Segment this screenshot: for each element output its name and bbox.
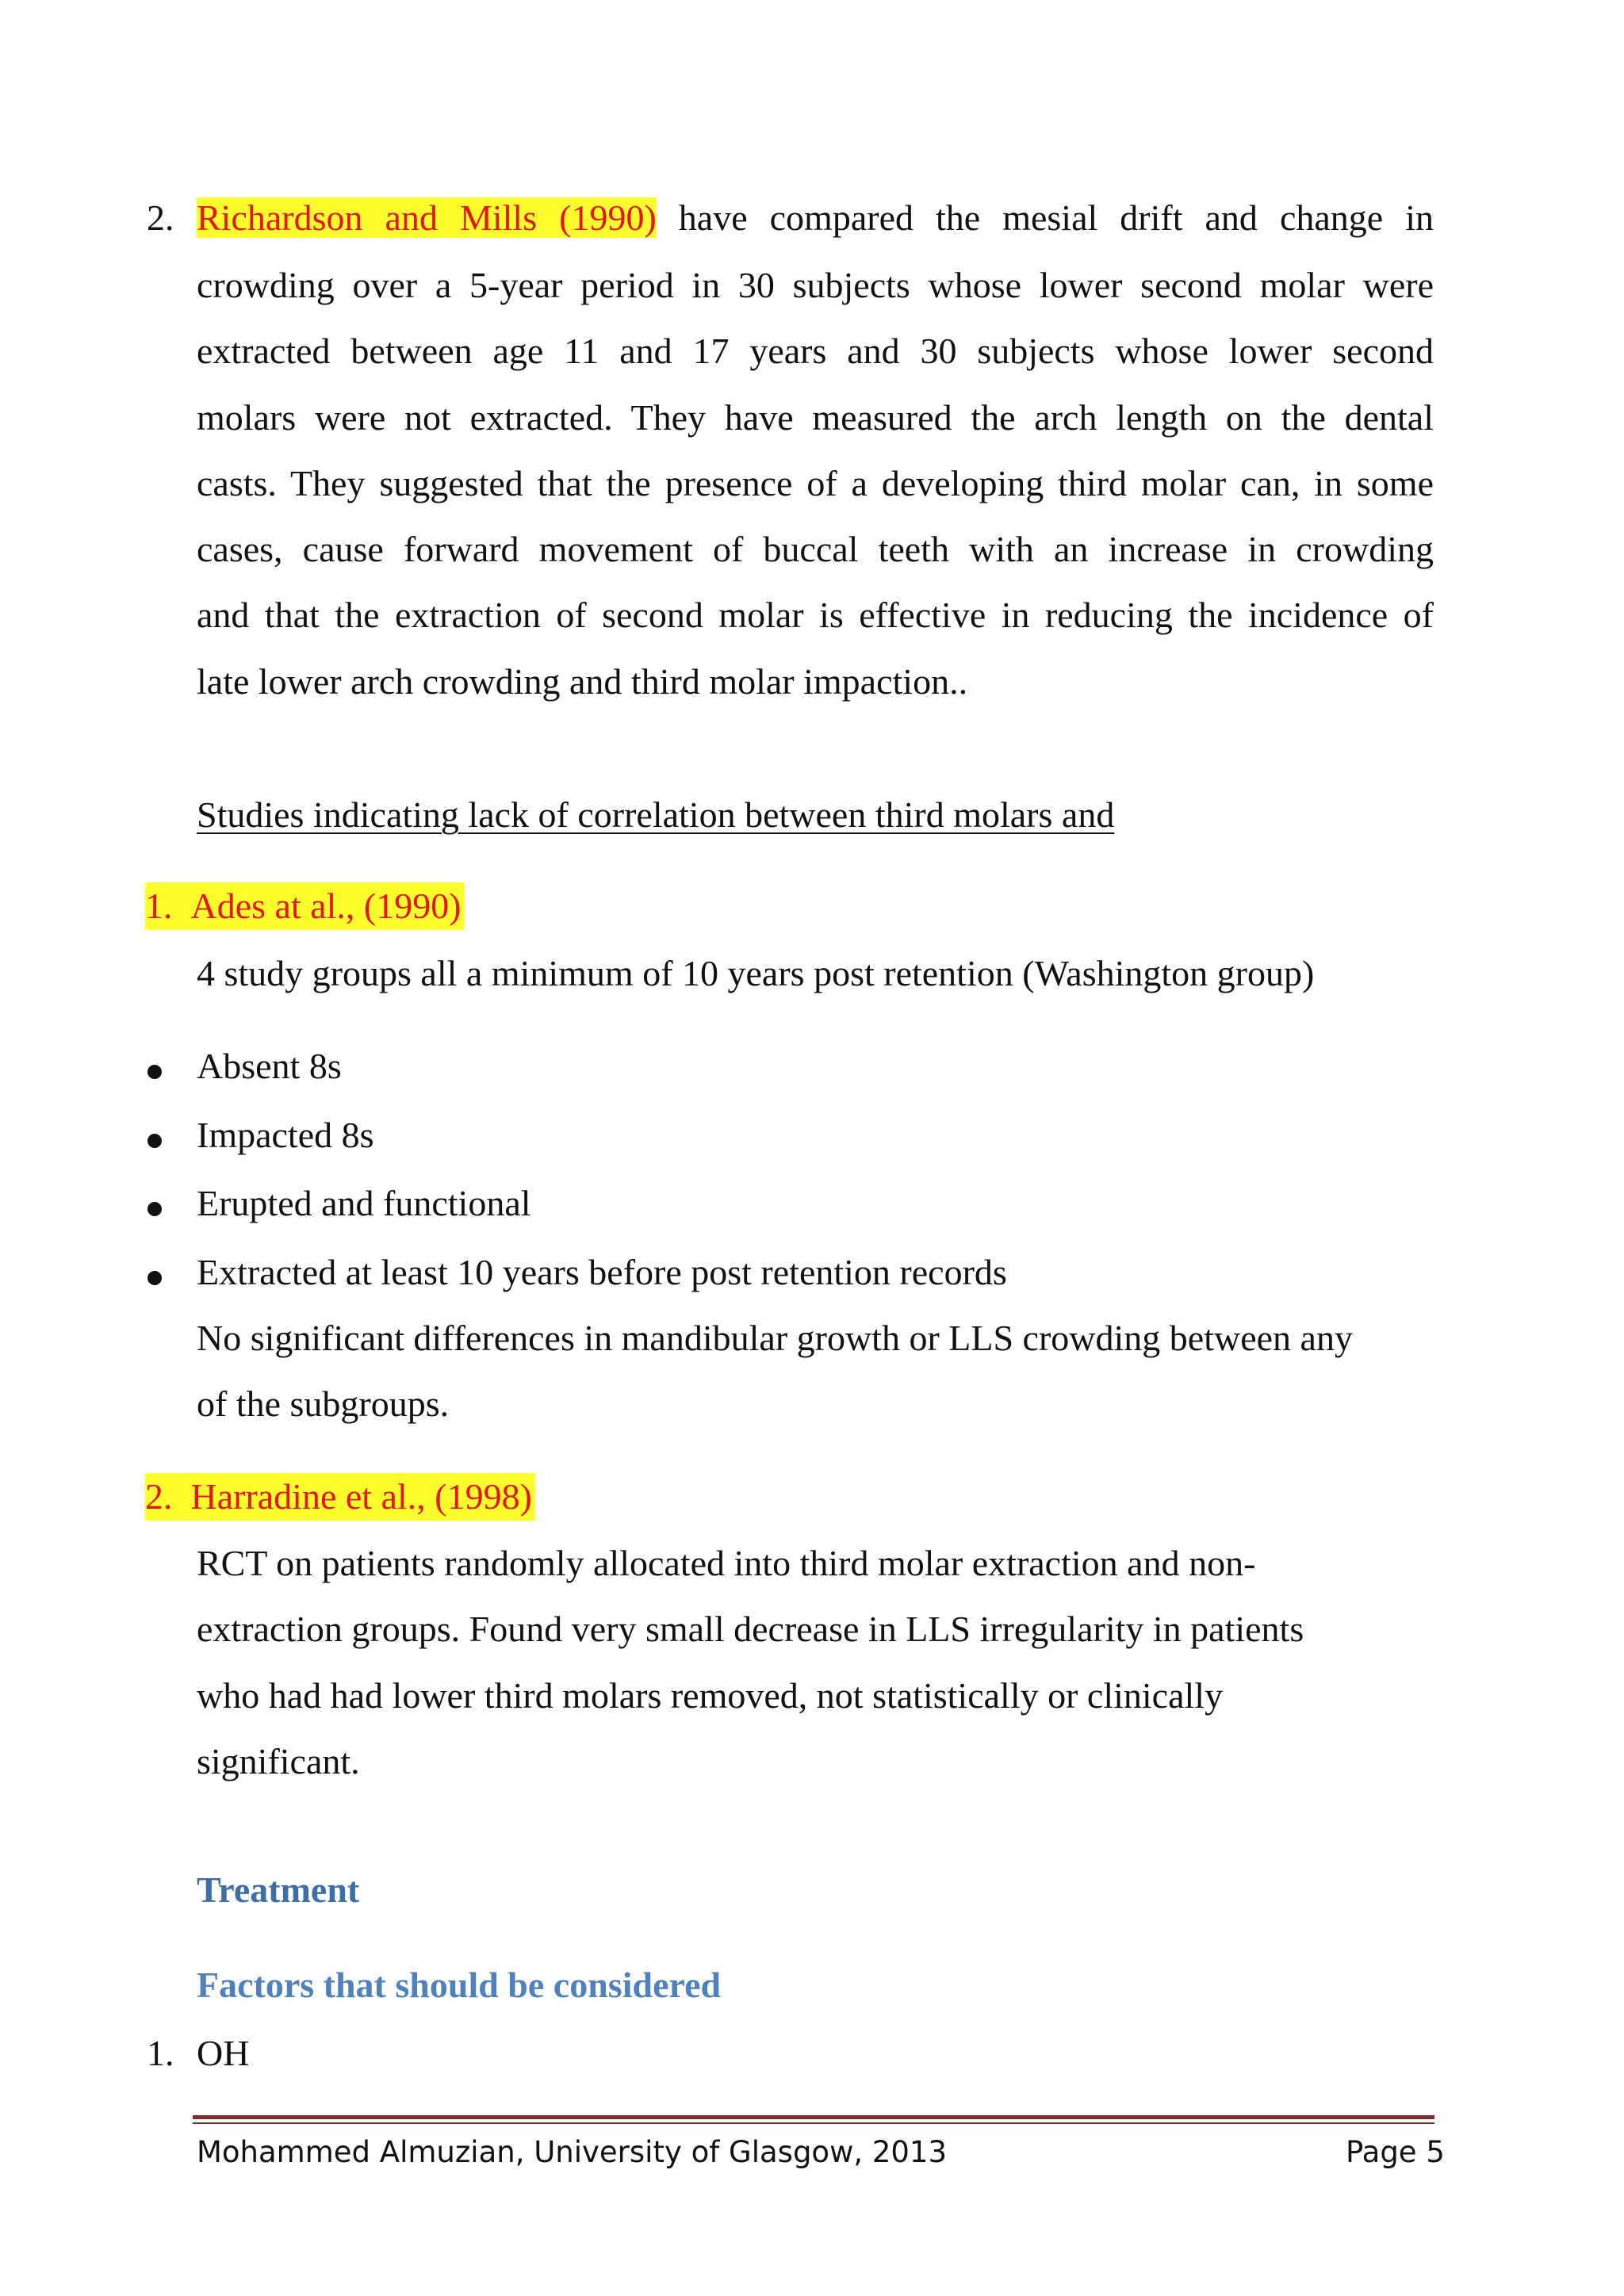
list-item: Absent 8s — [197, 1046, 342, 1086]
reference-text: Harradine et al., (1998) — [190, 1476, 532, 1517]
study-description: who had had lower third molars removed, not statistically or clinically — [197, 1675, 1224, 1716]
bullet-icon — [147, 1134, 162, 1148]
section-subheading: Studies indicating lack of correlation between third molars and — [197, 794, 1115, 835]
paragraph-line: crowding over a 5-year period in 30 subjects whose lower second molar were — [197, 265, 1434, 305]
reference-citation: Richardson and Mills (1990) — [197, 197, 657, 238]
paragraph-text: have compared the mesial drift and change in — [678, 197, 1434, 238]
paragraph-line: extracted between age 11 and 17 years and 30 subjects whose lower second — [197, 331, 1434, 371]
list-number: 2. — [145, 1476, 173, 1517]
page-number: Page 5 — [1346, 2135, 1445, 2169]
study-description: 4 study groups all a minimum of 10 years post retention (Washington group) — [197, 953, 1315, 993]
footer-rule — [193, 2122, 1434, 2124]
paragraph-line: cases, cause forward movement of buccal teeth with an increase in crowding — [197, 529, 1434, 569]
treatment-heading: Treatment — [197, 1869, 360, 1910]
bullet-icon — [147, 1065, 162, 1079]
paragraph-line — [197, 194, 1434, 242]
list-item: Extracted at least 10 years before post retention records — [197, 1252, 1007, 1292]
list-number: 2. — [147, 197, 174, 238]
paragraph-line: casts. They suggested that the presence of a developing third molar can, in some — [197, 463, 1434, 503]
study-description: significant. — [197, 1741, 360, 1781]
study-conclusion: of the subgroups. — [197, 1383, 450, 1424]
paragraph-line: late lower arch crowding and third molar impaction.. — [197, 661, 968, 702]
reference-text: Ades at al., (1990) — [190, 886, 462, 926]
study-conclusion: No significant differences in mandibular growth or LLS crowding between any — [197, 1318, 1353, 1358]
list-item: OH — [197, 2033, 250, 2073]
reference-citation — [145, 882, 465, 930]
list-number: 1. — [145, 886, 173, 926]
reference-citation — [145, 1473, 535, 1521]
footer-author: Mohammed Almuzian, University of Glasgow, 2013 — [197, 2135, 948, 2169]
paragraph-line: and that the extraction of second molar is effective in reducing the incidence of — [197, 595, 1434, 635]
paragraph-line: molars were not extracted. They have measured the arch length on the dental — [197, 397, 1434, 438]
list-item: Erupted and functional — [197, 1183, 531, 1223]
list-item: Impacted 8s — [197, 1115, 374, 1155]
footer-rule — [193, 2115, 1434, 2119]
factors-heading: Factors that should be considered — [197, 1965, 722, 2005]
study-description: RCT on patients randomly allocated into third molar extraction and non- — [197, 1543, 1256, 1583]
bullet-icon — [147, 1202, 162, 1216]
bullet-icon — [147, 1271, 162, 1285]
list-number: 1. — [147, 2033, 174, 2073]
study-description: extraction groups. Found very small decrease in LLS irregularity in patients — [197, 1609, 1304, 1649]
